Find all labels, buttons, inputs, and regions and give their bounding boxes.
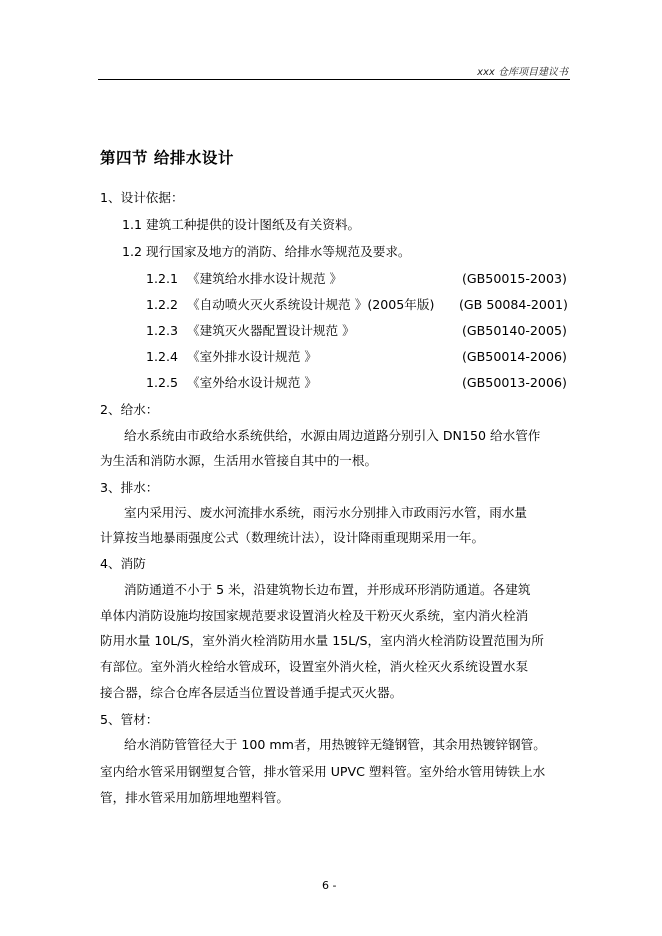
reference-number: 1.2.1 xyxy=(146,271,179,286)
reference-code: (GB50014-2006) xyxy=(462,349,567,364)
reference-code: (GB 50084-2001) xyxy=(459,297,568,312)
reference-number: 1.2.2 xyxy=(146,297,179,312)
water-supply-heading: 2、给水： xyxy=(100,402,159,417)
reference-name: 《建筑给水排水设计规范 》 xyxy=(187,271,343,286)
reference-name: 《建筑灭火器配置设计规范 》 xyxy=(187,323,355,338)
fire-heading: 4、消防 xyxy=(100,556,146,571)
reference-code: (GB50140-2005) xyxy=(462,323,567,338)
reference-number: 1.2.3 xyxy=(146,323,179,338)
running-header: xxx 仓库项目建议书 xyxy=(477,67,568,78)
reference-name: 《自动喷火灭火系统设计规范 》(2005年版) xyxy=(187,297,435,312)
paragraph-line: 单体内消防设施均按国家规范要求设置消火栓及干粉灭火系统，室内消火栓消 xyxy=(100,608,529,623)
basis-heading: 1、设计依据： xyxy=(100,190,184,205)
paragraph-line: 防用水量 10L/S，室外消火栓消防用水量 15L/S，室内消火栓消防设置范围为所 xyxy=(100,633,544,648)
reference-name: 《室外给水设计规范 》 xyxy=(187,375,317,390)
paragraph-line: 为生活和消防水源，生活用水管接自其中的一根。 xyxy=(100,453,378,468)
drainage-heading: 3、排水： xyxy=(100,480,159,495)
paragraph-line: 计算按当地暴雨强度公式（数理统计法），设计降雨重现期采用一年。 xyxy=(100,530,485,545)
page-number: 6 - xyxy=(322,879,337,892)
reference-number: 1.2.4 xyxy=(146,349,179,364)
reference-number: 1.2.5 xyxy=(146,375,179,390)
reference-name: 《室外排水设计规范 》 xyxy=(187,349,317,364)
basis-item: 1.2 现行国家及地方的消防、给排水等规范及要求。 xyxy=(122,244,411,259)
paragraph-line: 接合器，综合仓库各层适当位置设普通手提式灭火器。 xyxy=(100,685,403,700)
paragraph-line: 室内给水管采用钢塑复合管，排水管采用 UPVC 塑料管。室外给水管用铸铁上水 xyxy=(100,764,546,779)
basis-item: 1.1 建筑工种提供的设计图纸及有关资料。 xyxy=(122,217,361,232)
paragraph-line: 给水消防管管径大于 100 mm者，用热镀锌无缝钢管，其余用热镀锌钢管。 xyxy=(124,737,546,752)
paragraph-line: 消防通道不小于 5 米，沿建筑物长边布置，并形成环形消防通道。各建筑 xyxy=(124,582,531,597)
reference-code: (GB50015-2003) xyxy=(462,271,567,286)
pipes-heading: 5、管材： xyxy=(100,712,159,727)
paragraph-line: 有部位。室外消火栓给水管成环，设置室外消火栓，消火栓灭火系统设置水泵 xyxy=(100,659,529,674)
section-title: 第四节 给排水设计 xyxy=(100,149,234,167)
paragraph-line: 给水系统由市政给水系统供给，水源由周边道路分别引入 DN150 给水管作 xyxy=(124,428,541,443)
paragraph-line: 管，排水管采用加筋埋地塑料管。 xyxy=(100,790,289,805)
reference-code: (GB50013-2006) xyxy=(462,375,567,390)
paragraph-line: 室内采用污、废水河流排水系统，雨污水分别排入市政雨污水管，雨水量 xyxy=(124,505,527,520)
header-divider xyxy=(98,79,570,80)
